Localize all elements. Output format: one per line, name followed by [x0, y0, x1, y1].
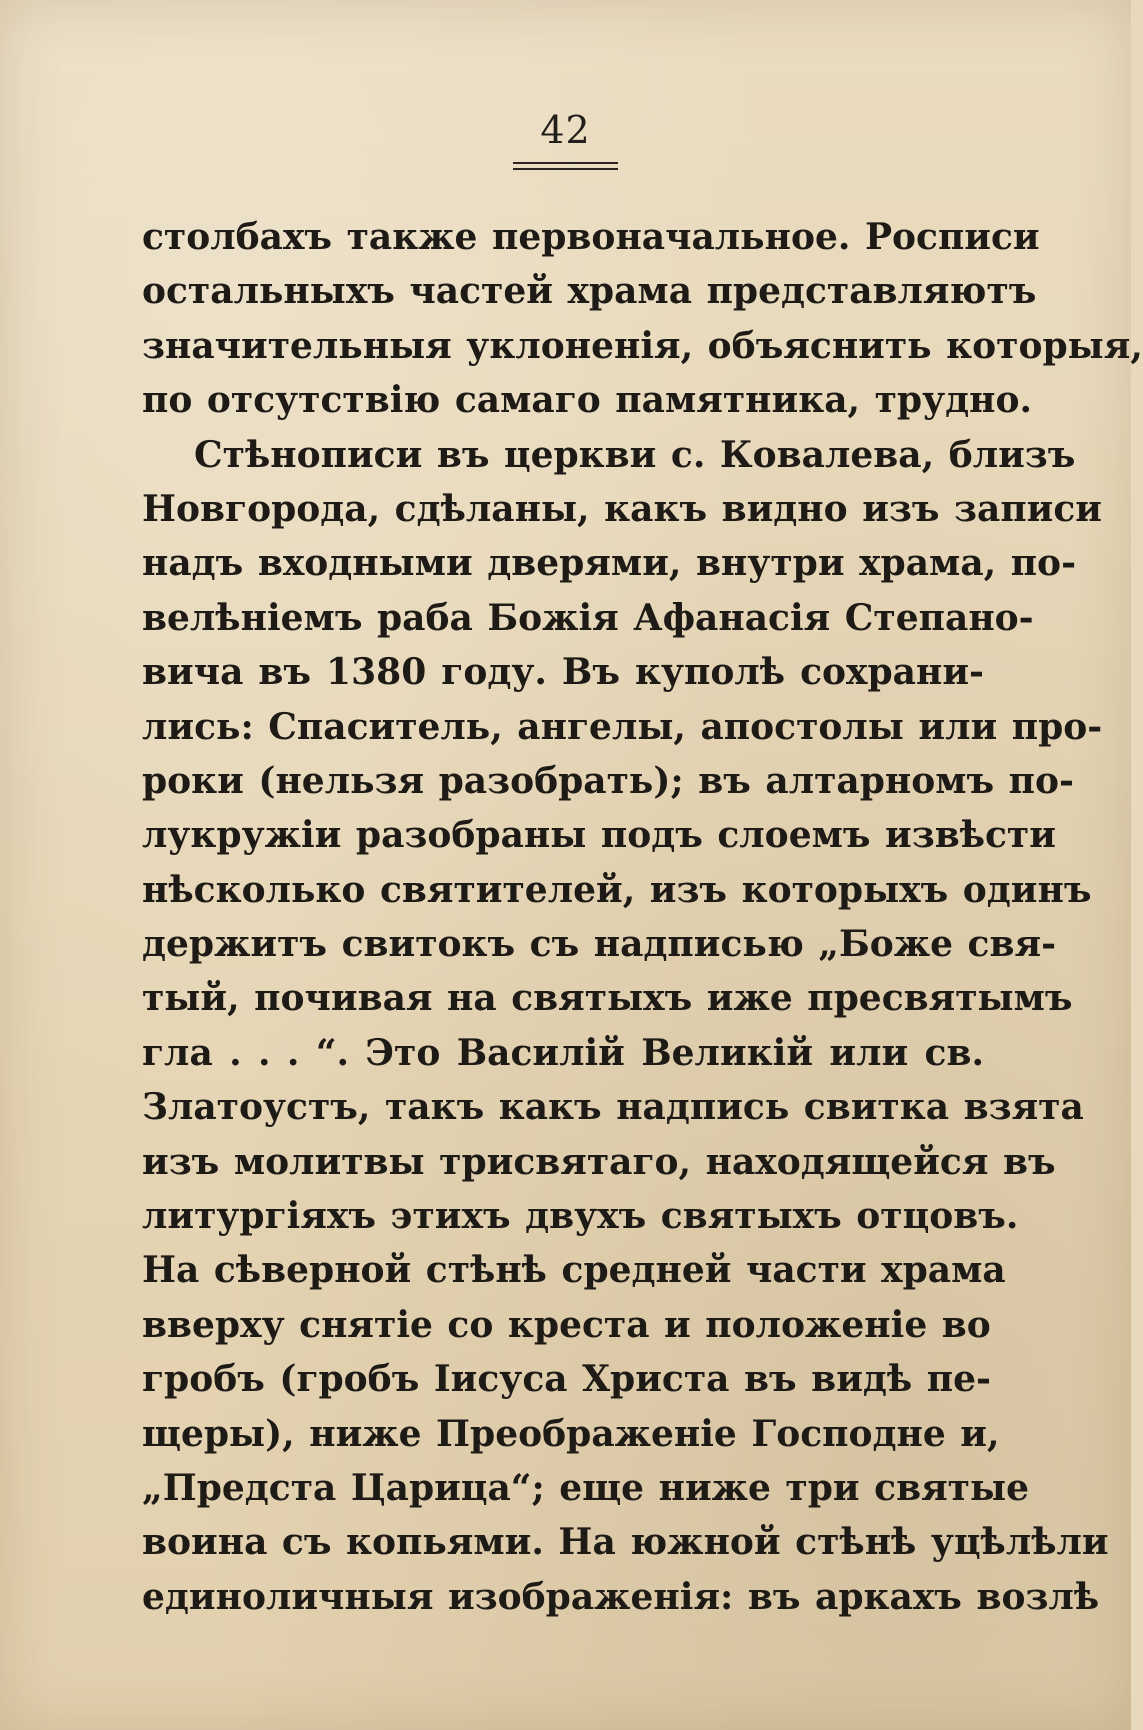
text-line: „Предста Царица“; еще ниже три святые [142, 1466, 1029, 1509]
text-line: лись: Спаситель, ангелы, апостолы или про- [142, 705, 1103, 748]
text-line: надъ входными дверями, внутри храма, по- [142, 542, 1077, 585]
text-line: велѣніемъ раба Божія Афанасія Степано- [142, 596, 1034, 639]
paragraph-start-line: Стѣнописи въ церкви с. Ковалева, близъ [194, 433, 1076, 476]
text-line: Златоустъ, такъ какъ надпись свитка взята [142, 1086, 1084, 1129]
text-line: щеры), ниже Преображеніе Господне и, [142, 1412, 1000, 1455]
double-rule-divider [513, 162, 618, 170]
text-line: держитъ свитокъ съ надписью „Боже свя- [142, 923, 1057, 966]
text-line: единоличныя изображенія: въ аркахъ возлѣ [142, 1575, 1100, 1618]
page-header [0, 108, 1131, 170]
text-line: На сѣверной стѣнѣ средней части храма [142, 1249, 1006, 1292]
text-line: гробъ (гробъ Іисуса Христа въ видѣ пе- [142, 1358, 991, 1401]
text-line: изъ молитвы трисвятаго, находящейся въ [142, 1140, 1056, 1183]
text-line: роки (нельзя разобрать); въ алтарномъ по- [142, 759, 1074, 802]
text-line: литургіяхъ этихъ двухъ святыхъ отцовъ. [142, 1195, 1019, 1238]
text-line: тый, почивая на святыхъ иже пресвятымъ [142, 977, 1073, 1020]
text-line: воина съ копьями. На южной стѣнѣ уцѣлѣли [142, 1521, 1109, 1564]
text-line: столбахъ также первоначальное. Росписи [142, 216, 1040, 258]
text-line: значительныя уклоненія, объяснить которыя, [142, 324, 1143, 367]
text-line: нѣсколько святителей, изъ которыхъ одинъ [142, 868, 1092, 911]
body-text [142, 210, 1143, 1624]
text-line: гла . . . “. Это Василій Великій или св. [142, 1031, 984, 1074]
text-line: по отсутствію самаго памятника, трудно. [142, 379, 1032, 422]
text-line: вича въ 1380 году. Въ куполѣ сохрани- [142, 651, 984, 694]
text-line: вверху снятіе со креста и положеніе во [142, 1303, 991, 1346]
text-line: остальныхъ частей храма представляютъ [142, 270, 1037, 313]
page-number: 42 [540, 108, 591, 152]
text-line: лукружіи разобраны подъ слоемъ извѣсти [142, 814, 1056, 857]
text-line: Новгорода, сдѣланы, какъ видно изъ записи [142, 487, 1102, 530]
